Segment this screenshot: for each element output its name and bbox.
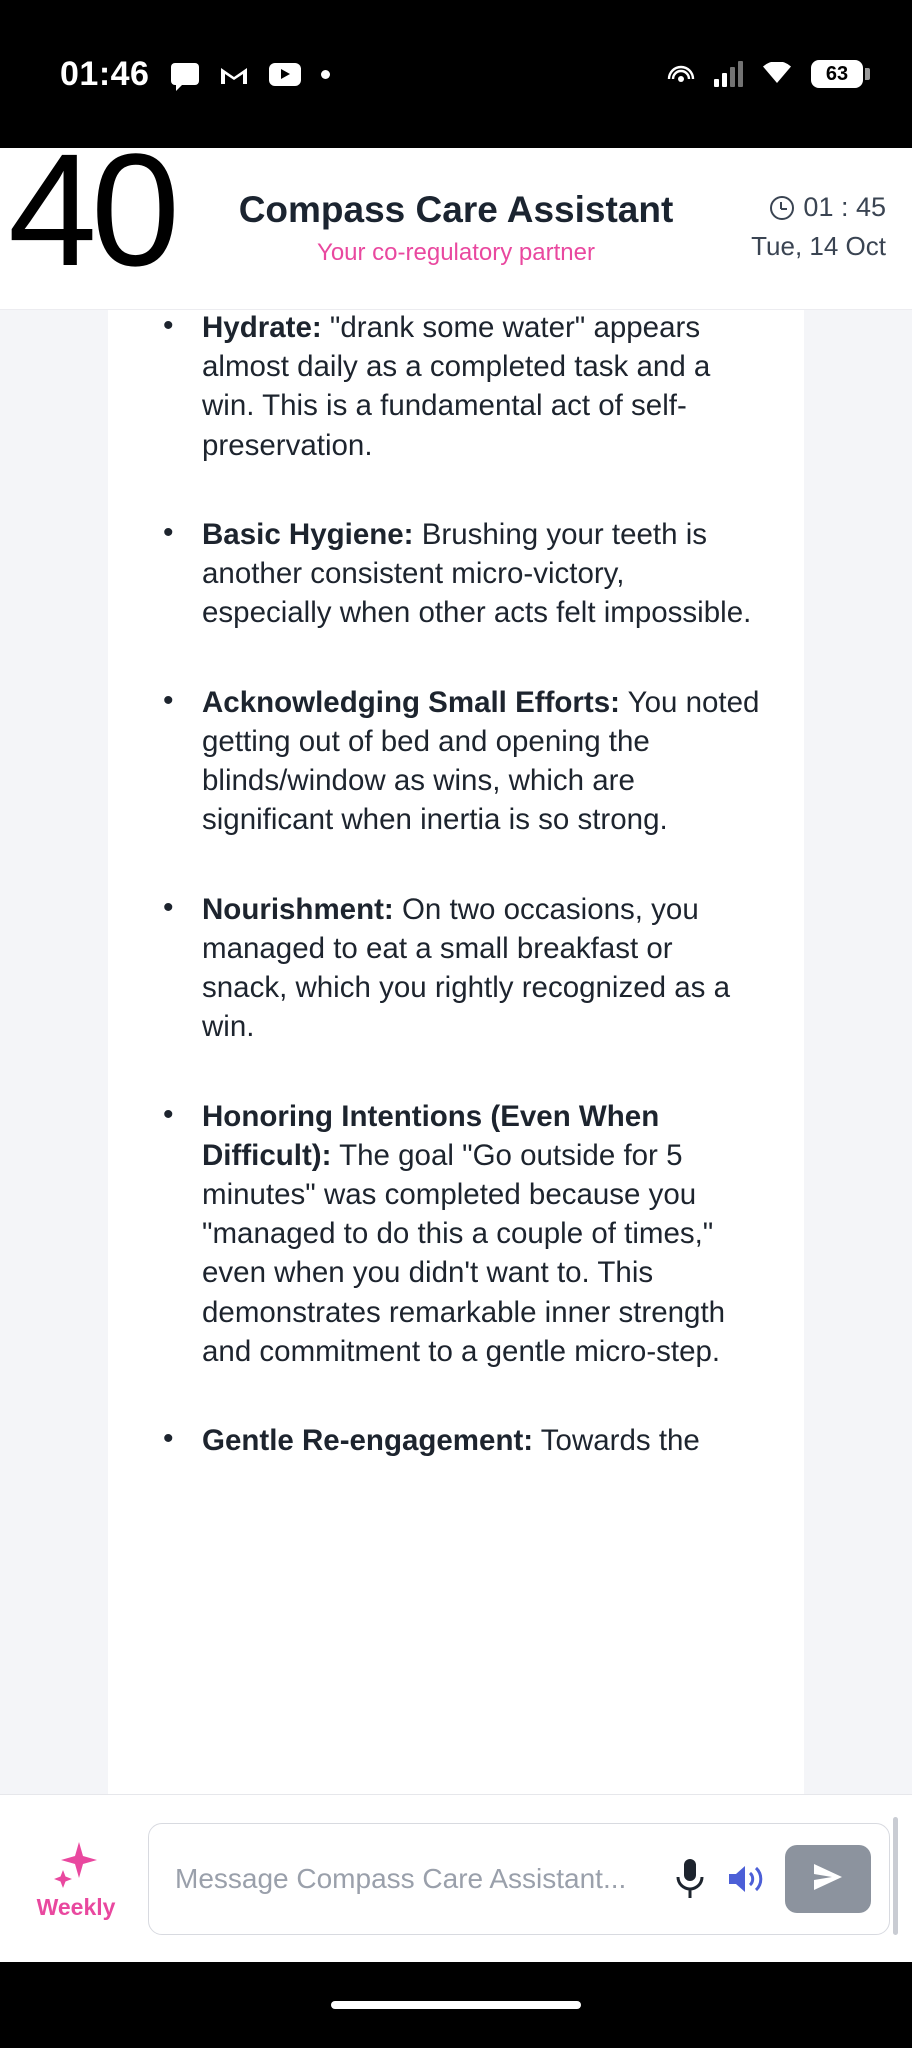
wifi-icon	[761, 62, 793, 86]
page-title: Compass Care Assistant	[238, 189, 674, 231]
message-input-container[interactable]	[148, 1823, 890, 1935]
sparkle-icon	[49, 1836, 103, 1890]
page-subtitle: Your co-regulatory partner	[317, 238, 595, 266]
battery-cap	[865, 68, 870, 80]
bullet-text: The goal "Go outside for 5 minutes" was completed because you "managed to do this a couple of times," even when you didn't want to. This demonstrates remarkable inner strength and commitment to a gentle micro-step.	[202, 1138, 726, 1368]
bullet-lead: Honoring Intentions (Even When Difficult):	[202, 1099, 660, 1172]
bullet-lead: Nourishment:	[202, 892, 394, 926]
bullet-text: On two occasions, you managed to eat a small breakfast or snack, which you rightly recognized as a win.	[202, 892, 730, 1044]
chat-icon	[171, 63, 199, 85]
send-button[interactable]	[785, 1845, 871, 1913]
list-item	[152, 683, 760, 840]
clock-icon	[770, 196, 794, 220]
bullet-lead: Basic Hygiene:	[202, 517, 414, 551]
bullet-text: Towards the	[533, 1424, 700, 1458]
bullet-lead: Acknowledging Small Efforts:	[202, 685, 620, 719]
chat-scroll-area[interactable]	[0, 310, 912, 1794]
status-bar-notification-icons	[171, 63, 330, 86]
status-bar-right	[666, 59, 870, 89]
watermark-text: 40	[8, 148, 174, 299]
app-header	[0, 148, 912, 310]
dot-icon	[321, 70, 330, 79]
weekly-label: Weekly	[36, 1894, 116, 1920]
assistant-message	[108, 310, 804, 1794]
list-item	[152, 515, 760, 633]
header-clock-block	[751, 192, 886, 262]
list-item	[152, 890, 760, 1047]
composer-bar	[0, 1794, 912, 1962]
header-date: Tue, 14 Oct	[751, 231, 886, 261]
speaker-icon[interactable]	[725, 1861, 767, 1897]
bullet-text: Brushing your teeth is another consistent micro-victory, especially when other acts felt impossible.	[202, 517, 752, 630]
cast-icon	[666, 59, 696, 89]
home-gesture-pill[interactable]	[331, 2001, 581, 2009]
composer-scrollbar[interactable]	[893, 1817, 898, 1935]
bullet-text: You noted getting out of bed and opening the blinds/window as wins, which are significant when inertia is so strong.	[202, 685, 760, 837]
message-fade-overlay	[108, 1748, 804, 1794]
youtube-icon	[269, 63, 301, 86]
cellular-signal-icon	[714, 61, 743, 87]
status-bar-clock: 01:46	[60, 54, 150, 93]
bullet-lead: Gentle Re-engagement:	[202, 1424, 534, 1458]
header-titles	[239, 190, 674, 267]
status-bar	[0, 0, 912, 148]
send-icon	[810, 1859, 846, 1898]
bullet-lead: Hydrate:	[202, 311, 322, 344]
bullet-text: "drank some water" appears almost daily as a completed task and a win. This is a fundamental act of self-preservation.	[202, 311, 711, 462]
battery-percent: 63	[811, 60, 863, 88]
status-bar-left	[60, 55, 330, 94]
message-input[interactable]: Message Compass Care Assistant...	[175, 1862, 627, 1894]
list-item	[152, 1421, 760, 1460]
system-navigation-bar	[0, 1962, 912, 2048]
battery-icon	[811, 60, 870, 88]
weekly-button[interactable]	[18, 1836, 134, 1921]
message-bullet-list	[152, 310, 760, 1460]
list-item	[152, 310, 760, 465]
gmail-icon	[219, 63, 249, 85]
header-clock-time: 01 : 45	[803, 192, 886, 222]
list-item	[152, 1097, 760, 1372]
microphone-icon[interactable]	[673, 1856, 707, 1902]
header-clock	[751, 192, 886, 223]
